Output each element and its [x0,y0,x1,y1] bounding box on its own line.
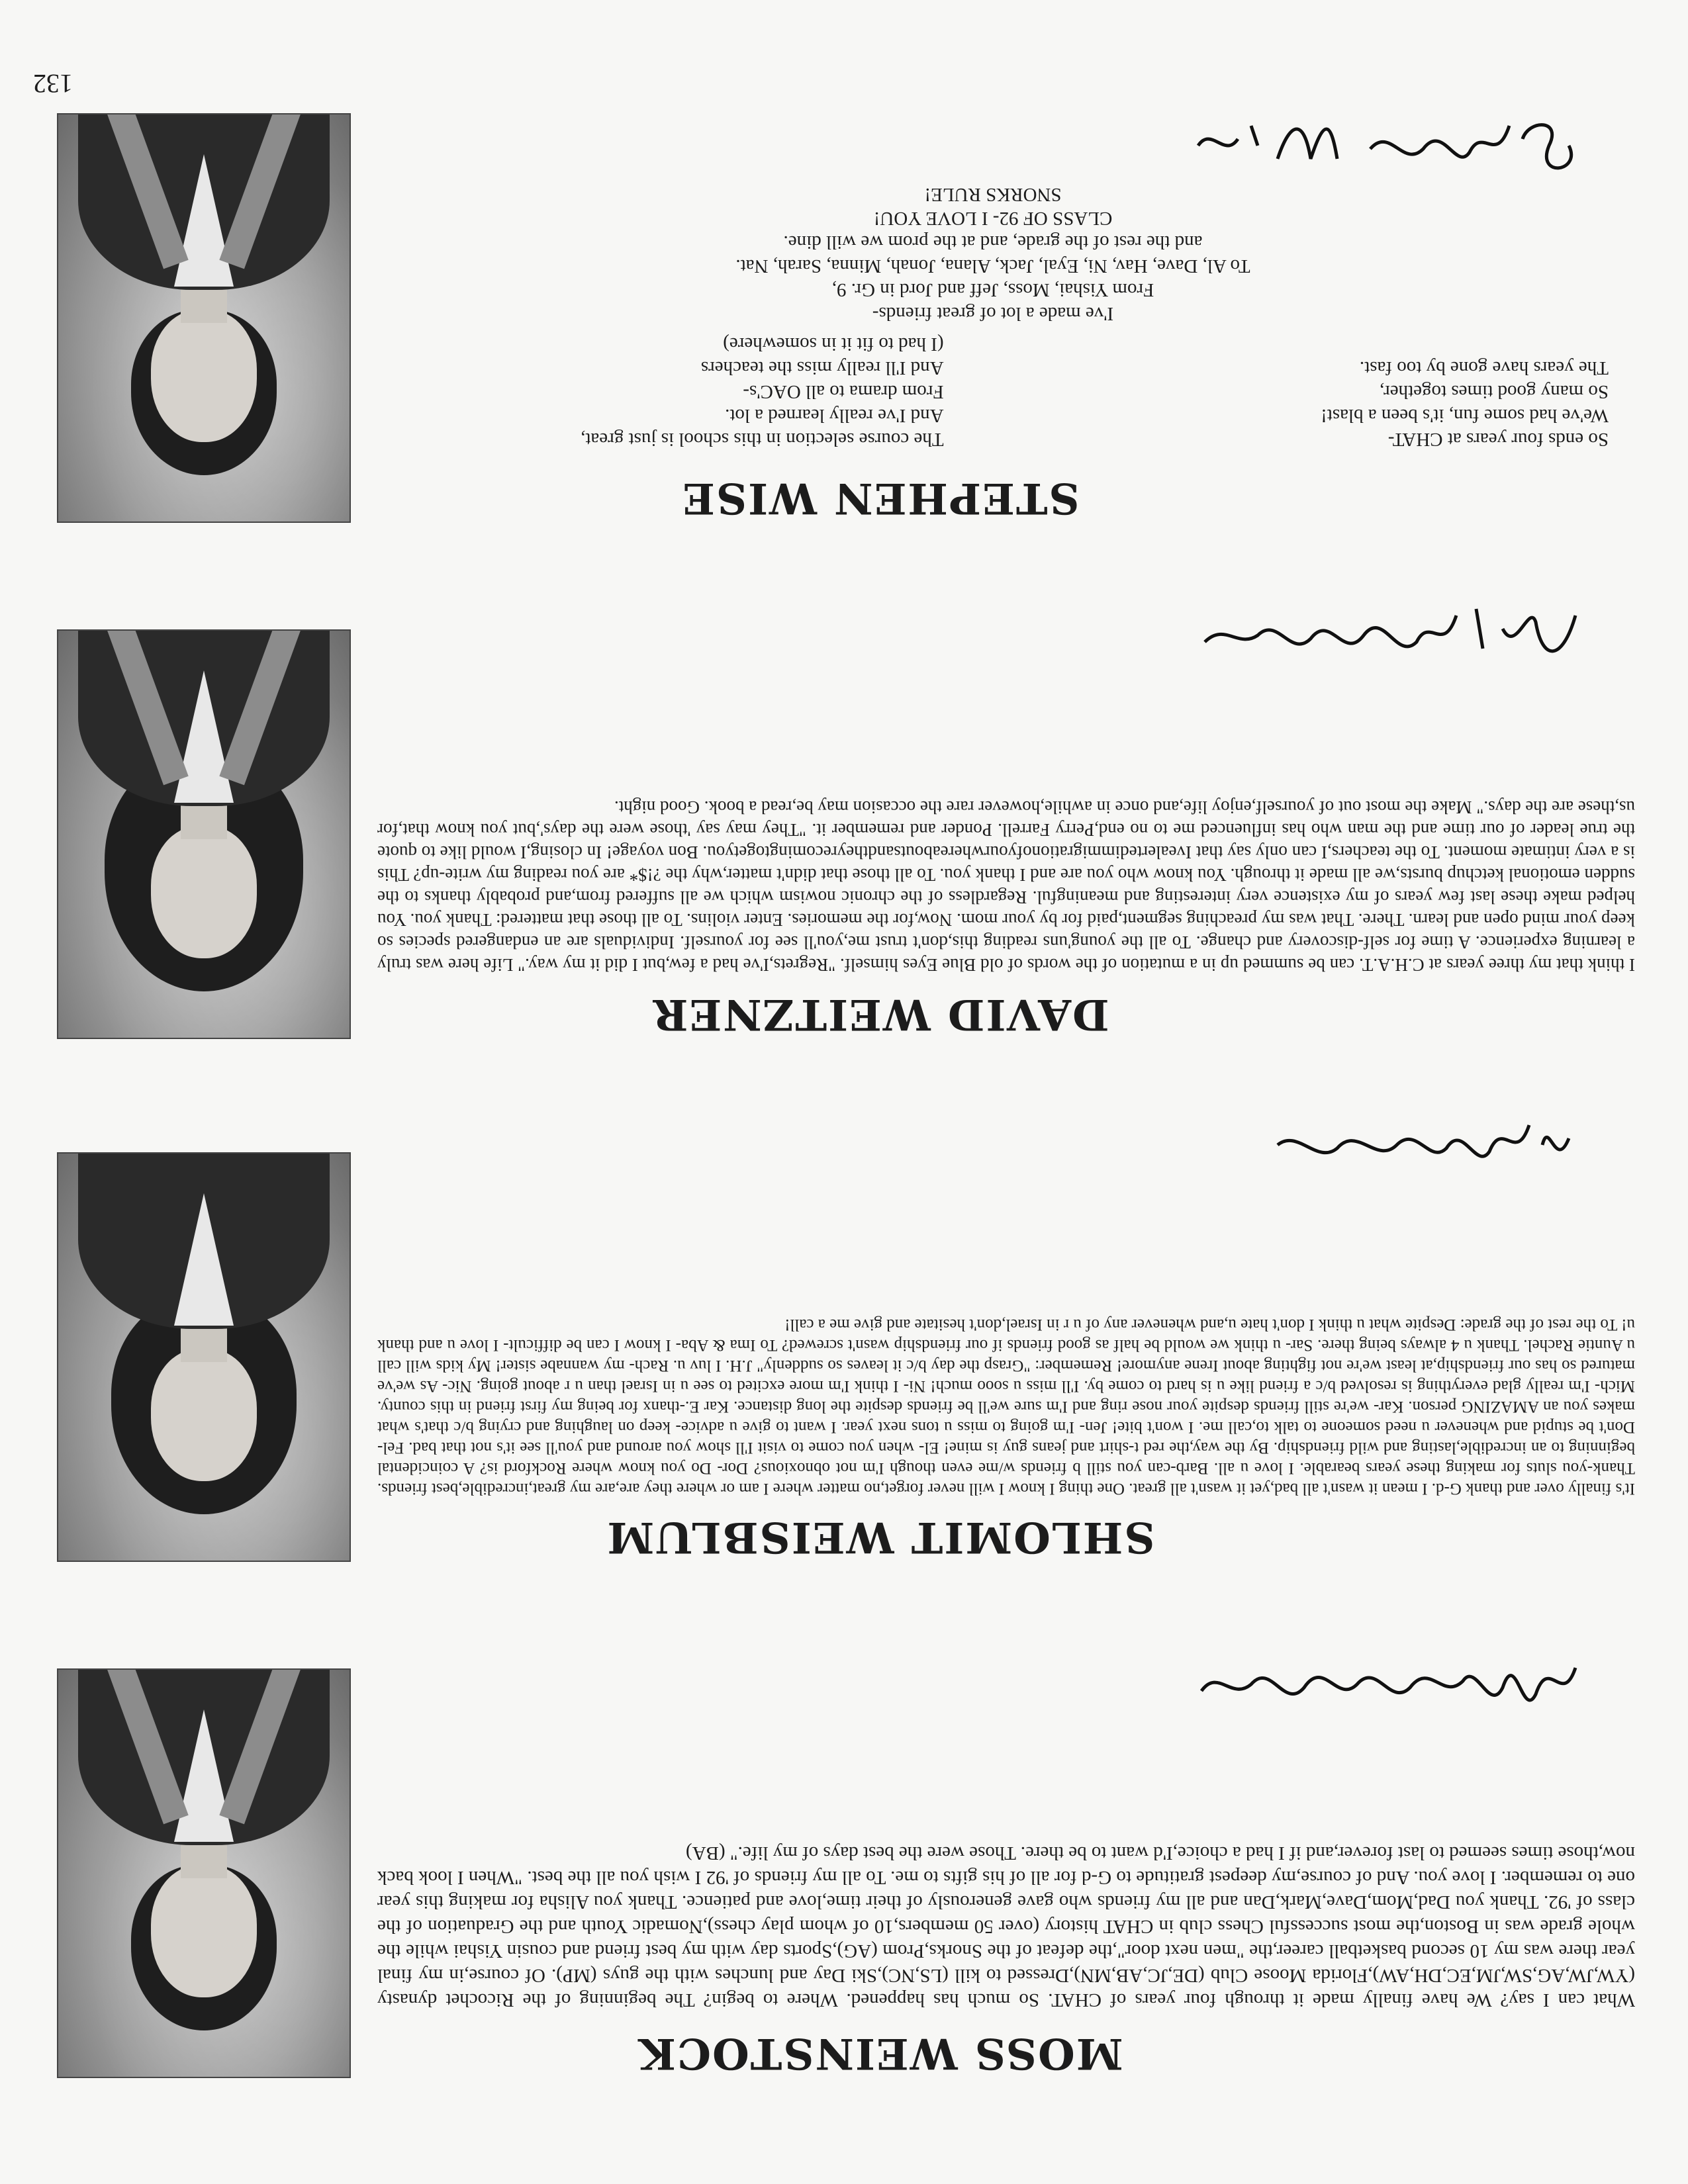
student-name: SHLOMIT WEISBLUM [606,1512,1155,1562]
poem-line: SNORKS RULE! [924,184,1062,205]
student-name: MOSS WEINSTOCK [637,2028,1123,2078]
student-entry-stephen-wise [0,66,1688,543]
poem-line: and the rest of the grade, and at the prom we will dine. [783,232,1203,253]
poem-right-column [377,332,944,451]
poem-line: So many good times together, [1380,381,1609,402]
poem-line: From drama to all OAC's- [743,381,944,402]
poem-line: I've made a lot of great friends- [872,303,1114,324]
student-portrait [57,113,351,523]
signature [1192,106,1589,185]
page-number: 132 [33,69,73,99]
poem-line: CLASS OF 92- I LOVE YOU! [873,208,1113,229]
poem-line: From Yishai, Moss, Jeff and Jord in Gr. 9, [831,279,1154,300]
signature [1192,596,1589,675]
signature [1192,1105,1589,1185]
student-portrait [57,1152,351,1562]
student-portrait [57,629,351,1039]
signature [1192,1641,1589,1721]
student-writeup: It's finally over and thank G-d. I mean it wasn't all bad,yet it wasn't all great. One thing I know I will never forget,no matter where I am or where they are,are my great,incredible,best friends. Thank-you sluts for making these years bearable. I love u all. Barb-can you still b friends w/me even though I'm not obnoxious? Dor- Do you know where Rockford is? A coincidental beginning to an incredible,lasting and wild friendship. By the way,the red t-shirt and jeans guy is mine! El- when you come to visit I'll show you around and you'll see it's not that bad. Fel- Don't be stupid and whenever u need someone to talk to,call me. I won't bite! Jen- I'm going to miss u tons next year. I want to give u advice- keep on laughing and crying b/c that's what makes you an AMAZING person. Kar- we're still friends despite your nose ring and I'm sure we'll be friends despite the long distance. Kar E.-thanx for being my first friend in this county. Mich- I'm really glad everything is resolved b/c a friend like u is hard to come by. I'll miss u sooo much! Ni- I think I'm more excited to see u in Israel than u r about going. Nic- As we've matured so has our friendship,at least we're not fighting about Irene anymore! Remember: "Grasp the day b/c it leaves so suddenly" J.H. I luv u. Rach- my wannabe sister! My kids will call u Auntie Rachel. Thank u 4 always being there. Sar- u think we would be half as good friends if our friendship wasn't screwed? To Ima & Aba- I know I can be difficult- I love u and thank u! To the rest of the grade: Despite what u think I don't hate u,and whenever any of u r in Israel,don't hesitate and give me a call! [377,1316,1635,1498]
poem-center-stanza [377,183,1609,326]
student-name: DAVID WEITZNER [651,989,1109,1039]
student-portrait [57,1668,351,2078]
poem-line: (I had to fit it in somewhere) [723,334,944,355]
student-poem [377,183,1609,457]
poem-line: And I'll really miss the teachers [700,357,944,379]
student-entry-moss-weinstock [0,1621,1688,2098]
poem-line: The years have gone by too fast. [1359,357,1609,379]
poem-line: To Al, Dave, Hav, Ni, Eyal, Jack, Alana, Jonah, Minna, Sarah, Nat. [735,255,1250,277]
student-entry-david-weitzner [0,582,1688,1059]
poem-line: We've had some fun, it's been a blast! [1321,405,1609,426]
student-writeup: I think that my three years at C.H.A.T. can be summed up in a mutation of the words of old Blue Eyes himself. "Regrets,I've had a few,but I did it my way." Life here was truly a learning experience. A time for self-discovery and change. To all the young'uns reading this,don't trust me,you'll see for yourself. Individuals are an endangered species so keep your mind open and learn. There. That was my preaching segment,paid for by your mom. Now,for the memories. Enter violins. To all those that mattered: Thank you. You helped make these last few years of my existence very interesting and meaningful. Regardless of the chronic nowism which we all suffered from,and probably thanks to the sudden emotional ketchup bursts,we all made it through. You know who you are and I thank you. To all those that didn't matter,why the ?!$* are you reading my write-up? This is a very intimate moment. To the teachers,I can only say that Ivealertedimmigrationofyourwhereaboutsandtheyrecomingtogetyou. Bon voyage! In closing,I would like to quote the true leader of our time and the man who has influenced me to no end,Perry Farrell. Ponder and remember it. "They may say 'those were the days',but you know that,for us,these are the days." Make the most out of yourself,enjoy life,and once in awhile,however rare the occasion may be,read a book. Good night. [377,797,1635,975]
poem-line: The course selection in this school is just great, [581,429,944,450]
poem-left-column [1042,332,1609,451]
student-name: STEPHEN WISE [681,473,1080,523]
student-writeup: What can I say? We have finally made it through four years of CHAT. So much has happened. Where to begin? The beginning of the Ricochet dynasty (YW,JW,AG,SW,JM,EC,DH,AW),Florida Moose Club (DE,JC,AB,MN),Dressed to kill (LS,NC),Ski Day and lunches with the guys (MP). Of course,in my final year there was my 10 second basketball career,the "men next door",the defeat of the Snorks,Prom (AG),Sports day with my best friend and cousin Yishai while the whole grade was in Boston,the most successful Chess club in CHAT history (over 50 members,10 of whom play chess),Nomadic Youth and the Graduation of the class of '92. Thank you Dad,Mom,Dave,Mark,Dan and all my friends who gave generously of their time,love and patience. Thank you Alisha for making this year one to remember. I love you. And of course,my deepest gratitude to G-d for all of his gifts to me. To all my friends of '92 I wish you all the best. "When I look back now,those times seemed to last forever,and if I had a choice,I'd want to be there. Those were the best days of my life." (BA) [377,1843,1635,2011]
poem-line: And I've really learned a lot. [725,405,944,426]
student-entry-shlomit-weisblum [0,1099,1688,1575]
poem-line: So ends four years at CHAT- [1387,429,1609,450]
